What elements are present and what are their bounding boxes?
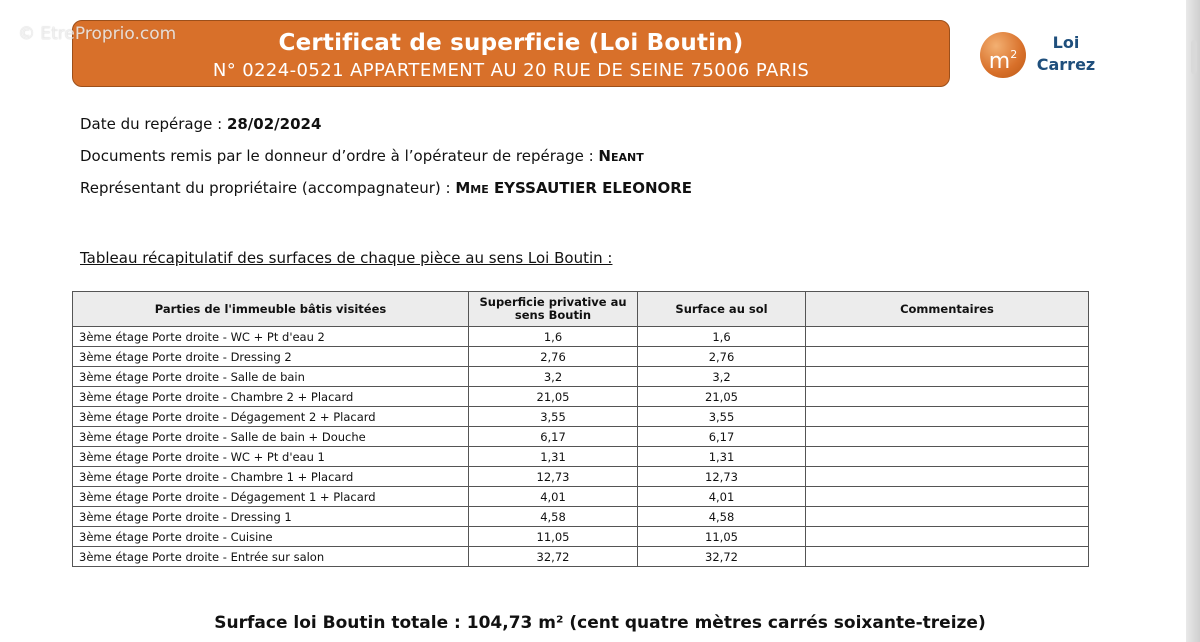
table-row <box>73 447 1089 467</box>
comment-cell <box>806 507 1089 527</box>
boutin-area-cell: 12,73 <box>469 467 638 487</box>
header-floor-area: Surface au sol <box>638 292 806 327</box>
boutin-area-cell: 2,76 <box>469 347 638 367</box>
surfaces-table <box>72 291 1089 567</box>
documents-label: Documents remis par le donneur d’ordre à l’opérateur de repérage : <box>80 147 599 165</box>
table-header-row <box>73 292 1089 327</box>
room-cell: 3ème étage Porte droite - Dégagement 2 + Placard <box>73 407 469 427</box>
total-surface: Surface loi Boutin totale : 104,73 m² (cent quatre mètres carrés soixante-treize) <box>214 613 986 633</box>
comment-cell <box>806 367 1089 387</box>
room-cell: 3ème étage Porte droite - Chambre 1 + Placard <box>73 467 469 487</box>
floor-area-cell: 1,6 <box>638 327 806 347</box>
table-row <box>73 507 1089 527</box>
boutin-area-cell: 6,17 <box>469 427 638 447</box>
header-boutin-area: Superficie privative au sens Boutin <box>469 292 638 327</box>
floor-area-cell: 11,05 <box>638 527 806 547</box>
room-cell: 3ème étage Porte droite - Salle de bain + Douche <box>73 427 469 447</box>
comment-cell <box>806 427 1089 447</box>
certificate-reference: N° 0224-0521 APPARTEMENT AU 20 RUE DE SEINE 75006 PARIS <box>212 60 810 81</box>
comment-cell <box>806 487 1089 507</box>
floor-area-cell: 3,55 <box>638 407 806 427</box>
representative-line <box>80 179 692 197</box>
floor-area-cell: 2,76 <box>638 347 806 367</box>
table-row <box>73 327 1089 347</box>
inspection-date-value: 28/02/2024 <box>226 115 322 133</box>
scroll-thumb[interactable] <box>1191 40 1197 74</box>
table-row <box>73 487 1089 507</box>
comment-cell <box>806 447 1089 467</box>
header-comments: Commentaires <box>806 292 1089 327</box>
m2-icon: $m^2$ <box>980 32 1026 78</box>
room-cell: 3ème étage Porte droite - Chambre 2 + Placard <box>73 387 469 407</box>
boutin-area-cell: 32,72 <box>469 547 638 567</box>
room-cell: 3ème étage Porte droite - Dressing 1 <box>73 507 469 527</box>
table-row <box>73 347 1089 367</box>
room-cell: 3ème étage Porte droite - Entrée sur salon <box>73 547 469 567</box>
table-row <box>73 427 1089 447</box>
documents-value: Neant <box>598 147 644 165</box>
floor-area-cell: 21,05 <box>638 387 806 407</box>
boutin-area-cell: 4,58 <box>469 507 638 527</box>
floor-area-cell: 4,01 <box>638 487 806 507</box>
inspection-date-line <box>80 115 321 133</box>
logo-text: Loi Carrez <box>1036 33 1096 74</box>
table-row <box>73 387 1089 407</box>
header-parts: Parties de l'immeuble bâtis visitées <box>73 292 469 327</box>
table-row <box>73 407 1089 427</box>
inspection-date-label: Date du repérage : <box>80 115 227 133</box>
room-cell: 3ème étage Porte droite - WC + Pt d'eau 2 <box>73 327 469 347</box>
comment-cell <box>806 387 1089 407</box>
table-row <box>73 547 1089 567</box>
boutin-area-cell: 4,01 <box>469 487 638 507</box>
room-cell: 3ème étage Porte droite - Dressing 2 <box>73 347 469 367</box>
room-cell: 3ème étage Porte droite - Cuisine <box>73 527 469 547</box>
floor-area-cell: 3,2 <box>638 367 806 387</box>
documents-line <box>80 147 644 165</box>
floor-area-cell: 12,73 <box>638 467 806 487</box>
table-row <box>73 527 1089 547</box>
boutin-area-cell: 11,05 <box>469 527 638 547</box>
table-body <box>73 327 1089 567</box>
floor-area-cell: 6,17 <box>638 427 806 447</box>
room-cell: 3ème étage Porte droite - WC + Pt d'eau 1 <box>73 447 469 467</box>
boutin-area-cell: 1,31 <box>469 447 638 467</box>
floor-area-cell: 4,58 <box>638 507 806 527</box>
loi-carrez-logo <box>980 30 1110 80</box>
room-cell: 3ème étage Porte droite - Salle de bain <box>73 367 469 387</box>
table-row <box>73 367 1089 387</box>
representative-label: Représentant du propriétaire (accompagnateur) : <box>80 179 456 197</box>
comment-cell <box>806 527 1089 547</box>
boutin-area-cell: 3,2 <box>469 367 638 387</box>
boutin-area-cell: 21,05 <box>469 387 638 407</box>
comment-cell <box>806 327 1089 347</box>
summary-table-title: Tableau récapitulatif des surfaces de chaque pièce au sens Loi Boutin : <box>80 249 613 267</box>
page-edge-scrollbar[interactable] <box>1186 0 1200 642</box>
table-row <box>73 467 1089 487</box>
representative-value: Mme EYSSAUTIER ELEONORE <box>455 179 693 197</box>
comment-cell <box>806 347 1089 367</box>
boutin-area-cell: 3,55 <box>469 407 638 427</box>
boutin-area-cell: 1,6 <box>469 327 638 347</box>
room-cell: 3ème étage Porte droite - Dégagement 1 + Placard <box>73 487 469 507</box>
comment-cell <box>806 467 1089 487</box>
floor-area-cell: 1,31 <box>638 447 806 467</box>
floor-area-cell: 32,72 <box>638 547 806 567</box>
certificate-header-banner <box>72 20 950 87</box>
comment-cell <box>806 407 1089 427</box>
comment-cell <box>806 547 1089 567</box>
watermark: © EtreProprio.com <box>18 24 177 44</box>
certificate-title: Certificat de superficie (Loi Boutin) <box>278 30 744 56</box>
